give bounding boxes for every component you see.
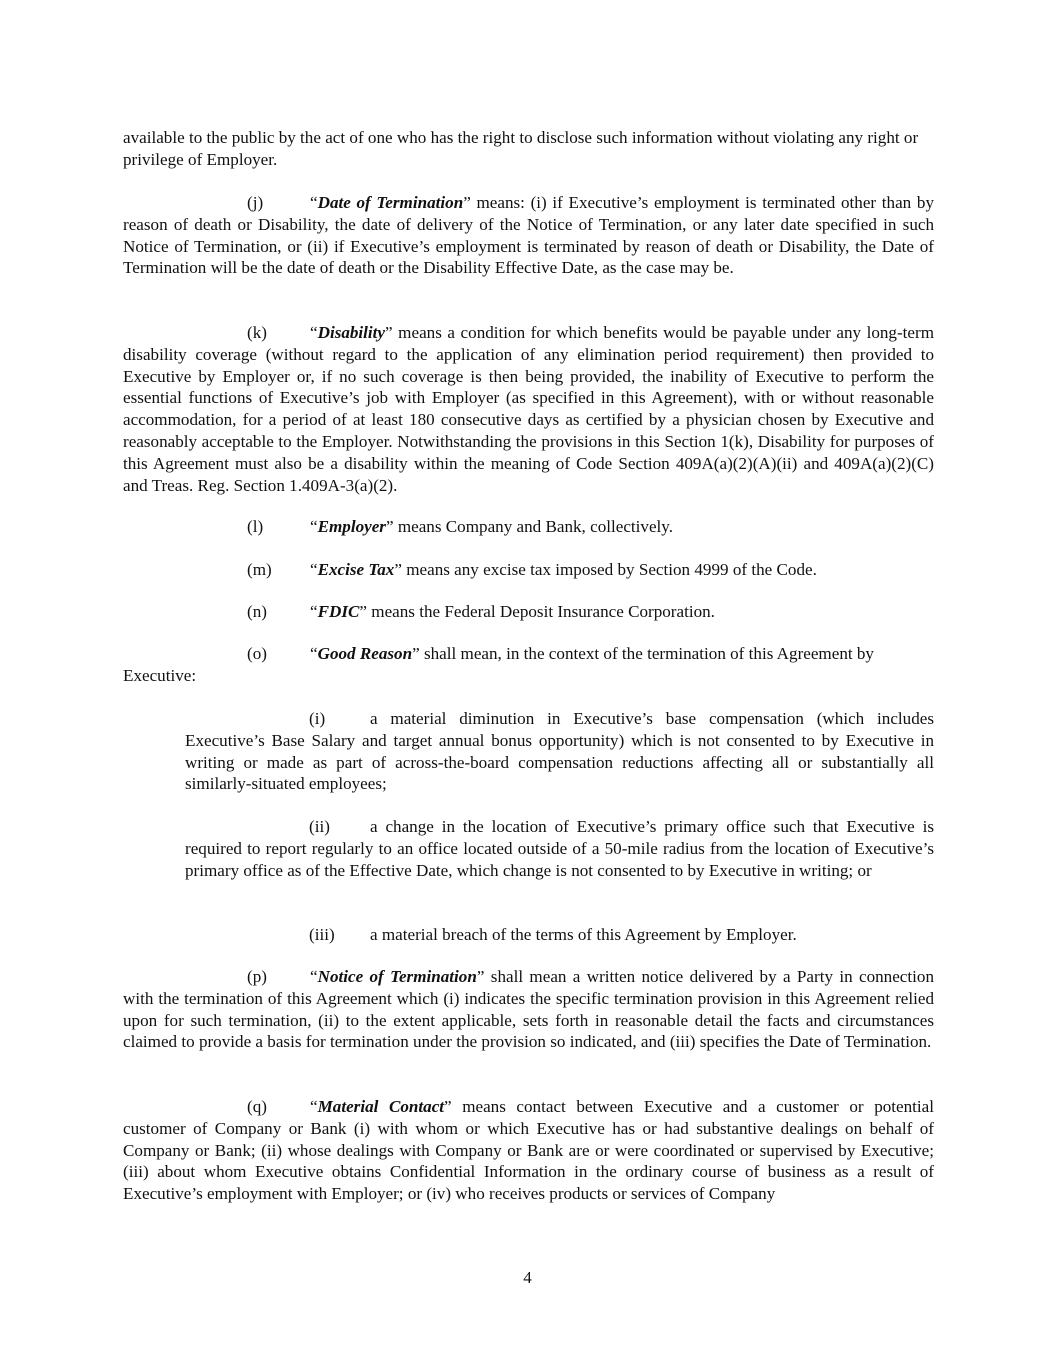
good-reason-item xyxy=(185,816,934,881)
close-quote: ” xyxy=(394,560,402,579)
close-quote: ” xyxy=(476,967,485,986)
item-label: (i) xyxy=(309,709,326,728)
close-quote: ” xyxy=(412,644,420,663)
definition-text: means: (i) if Executive’s employment is terminated other than by reason of death or Disability, the date of delivery of the Notice of Termination, or any later date specified in such Notice of Termination, or (ii) if Executive’s employment is terminated by reason of death or Disability, the Date of Termination will be the date of death or the Disability Effective Date, as the case may be. xyxy=(123,193,934,278)
defined-term: Notice of Termination xyxy=(317,967,477,986)
definition-notice-of-termination xyxy=(123,966,934,1053)
section-label: (k) xyxy=(247,323,267,342)
defined-term: Excise Tax xyxy=(317,560,395,579)
definition-text: means any excise tax imposed by Section 4999 of the Code. xyxy=(401,560,817,579)
continuation-paragraph xyxy=(123,127,934,171)
defined-term: Good Reason xyxy=(317,644,413,663)
definition-text: shall mean, in the context of the termination of this Agreement by Executive: xyxy=(123,644,874,685)
close-quote: ” xyxy=(463,193,471,212)
defined-term: Material Contact xyxy=(317,1097,445,1116)
section-label: (m) xyxy=(247,560,272,579)
defined-term: Employer xyxy=(317,517,386,536)
definition-fdic xyxy=(247,601,715,623)
open-quote: “ xyxy=(310,967,318,986)
open-quote: “ xyxy=(310,644,318,663)
close-quote: ” xyxy=(385,323,393,342)
item-text: a material diminution in Executive’s base compensation (which includes Executive’s Base Salary and target annual bonus opportunity) which is not consented to by Executive in writing or made as part of across-the-board compensation reductions affecting all or substantially all similarly-situated employees; xyxy=(185,709,934,794)
definition-text: means the Federal Deposit Insurance Corporation. xyxy=(367,602,715,621)
close-quote: ” xyxy=(359,602,367,621)
section-label: (p) xyxy=(247,967,267,986)
open-quote: “ xyxy=(310,323,318,342)
continuation-text: available to the public by the act of one who has the right to disclose such information without violating any right or privilege of Employer. xyxy=(123,128,919,169)
section-label: (j) xyxy=(247,193,264,212)
open-quote: “ xyxy=(310,193,318,212)
definition-text: means a condition for which benefits would be payable under any long-term disability coverage (without regard to the application of any elimination period requirement) then provided to Executive by Employer or, if no such coverage is then being provided, the inability of Executive to perform the essential functions of Executive’s job with Employer (as specified in this Agreement), with or without reasonable accommodation, for a period of at least 180 consecutive days as certified by a physician chosen by Executive and reasonably acceptable to the Employer. Notwithstanding the provisions in this Section 1(k), Disability for purposes of this Agreement must also be a disability within the meaning of Code Section 409A(a)(2)(A)(ii) and 409A(a)(2)(C) and Treas. Reg. Section 1.409A-3(a)(2). xyxy=(123,323,934,495)
definition-good-reason xyxy=(123,643,934,687)
item-text: a material breach of the terms of this Agreement by Employer. xyxy=(370,925,797,944)
definition-employer xyxy=(247,516,673,538)
section-label: (q) xyxy=(247,1097,267,1116)
section-label: (n) xyxy=(247,602,267,621)
good-reason-item xyxy=(309,924,797,946)
good-reason-item xyxy=(185,708,934,795)
definition-text: shall mean a written notice delivered by a Party in connection with the termination of this Agreement which (i) indicates the specific termination provision in this Agreement relied upon for such termination, (ii) to the extent applicable, sets forth in reasonable detail the facts and circumstances claimed to provide a basis for termination under the provision so indicated, and (iii) specifies the Date of Termination. xyxy=(123,967,934,1052)
definition-excise-tax xyxy=(247,559,817,581)
close-quote: ” xyxy=(385,517,394,536)
open-quote: “ xyxy=(310,517,318,536)
definition-material-contact xyxy=(123,1096,934,1205)
item-text: a change in the location of Executive’s primary office such that Executive is required to report regularly to an office located outside of a 50-mile radius from the location of Executive’s primary office as of the Effective Date, which change is not consented to by Executive in writing; or xyxy=(185,817,934,880)
defined-term: Date of Termination xyxy=(317,193,464,212)
open-quote: “ xyxy=(310,560,318,579)
item-label: (iii) xyxy=(309,925,335,944)
definition-disability xyxy=(123,322,934,496)
definition-text: means contact between Executive and a customer or potential customer of Company or Bank (i) with whom or which Executive has or had substantive dealings on behalf of Company or Bank; (ii) whose dealings with Company or Bank are or were coordinated or supervised by Executive; (iii) about whom Executive obtains Confidential Information in the ordinary course of business as a result of Executive’s employment with Employer; or (iv) who receives products or services of Company xyxy=(123,1097,935,1204)
item-label: (ii) xyxy=(309,817,330,836)
defined-term: FDIC xyxy=(317,602,360,621)
close-quote: ” xyxy=(444,1097,452,1116)
section-label: (l) xyxy=(247,517,264,536)
page-number: 4 xyxy=(523,1268,532,1287)
definition-text: means Company and Bank, collectively. xyxy=(393,517,674,536)
open-quote: “ xyxy=(310,602,318,621)
section-label: (o) xyxy=(247,644,267,663)
defined-term: Disability xyxy=(317,323,386,342)
open-quote: “ xyxy=(310,1097,318,1116)
definition-date-of-termination xyxy=(123,192,934,279)
